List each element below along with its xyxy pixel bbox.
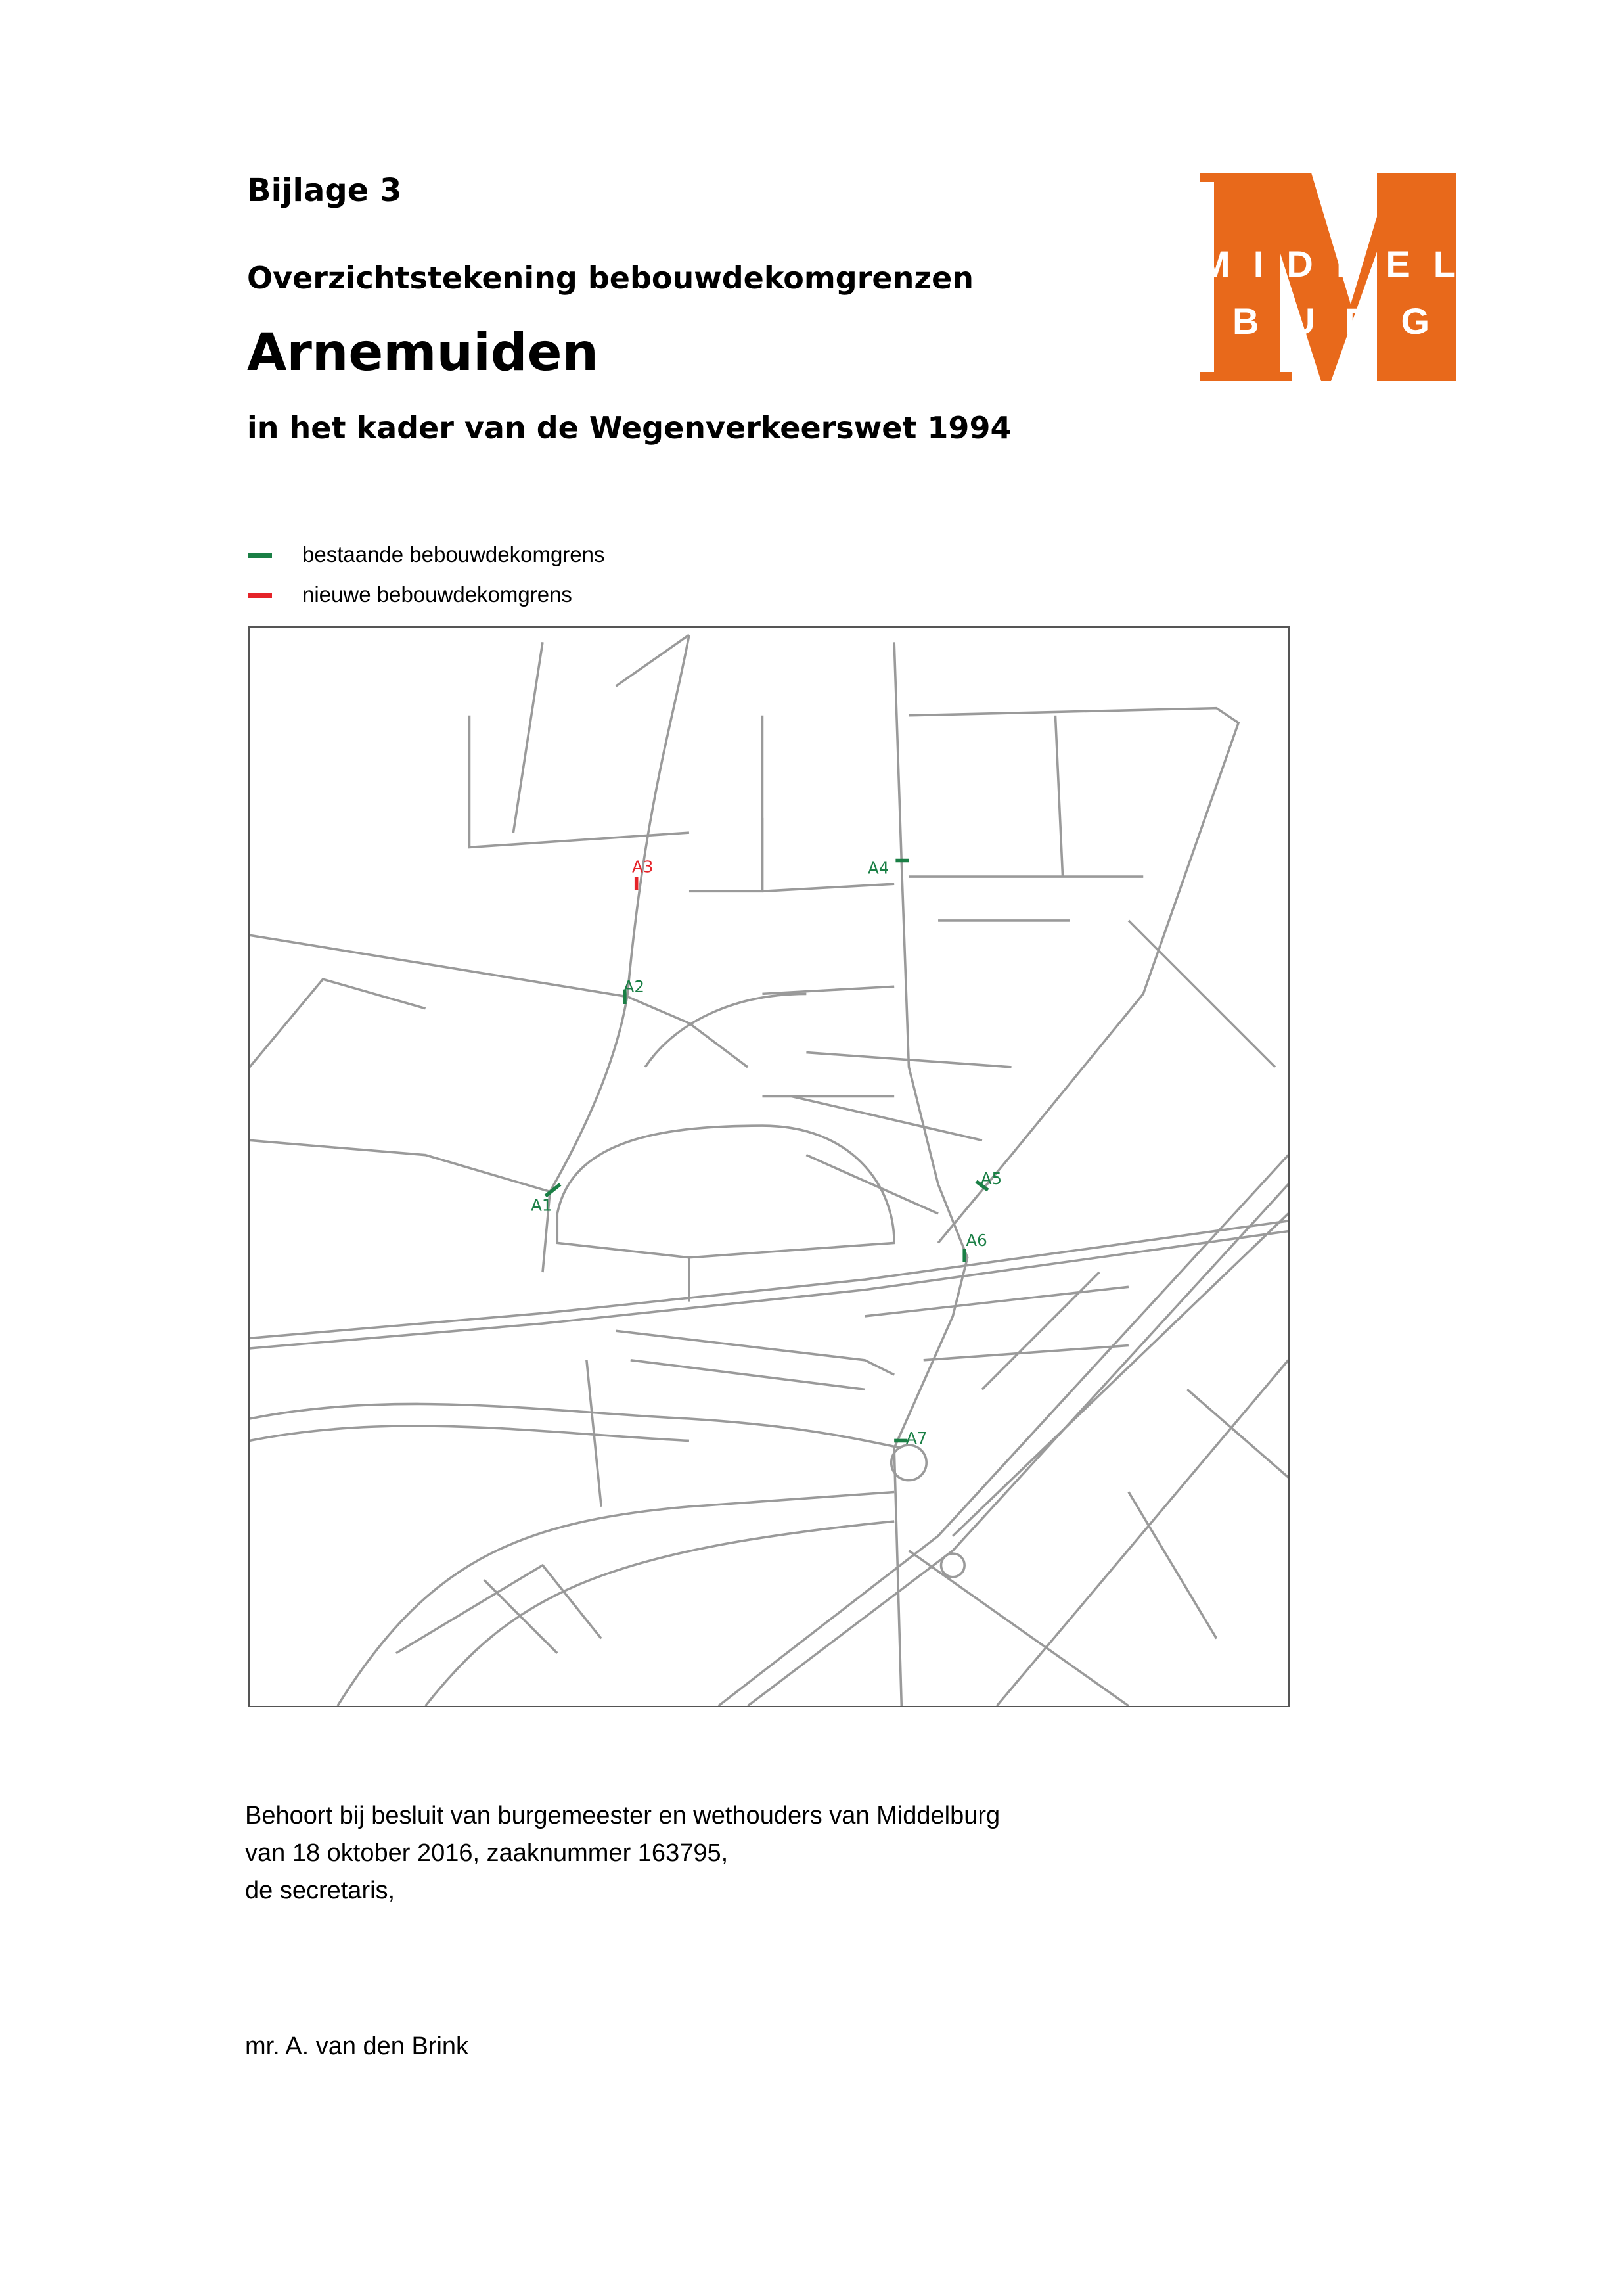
- marker-label-a3: A3: [632, 857, 654, 877]
- marker-label-a4: A4: [868, 858, 890, 878]
- annex-label: Bijlage 3: [247, 172, 402, 209]
- legal-context: in het kader van de Wegenverkeerswet 1994: [247, 410, 1012, 446]
- secretary-label: de secretaris,: [245, 1877, 395, 1904]
- arnemuiden-map: [248, 626, 1290, 1707]
- svg-text:M I D D E L: M I D D E L: [1200, 243, 1456, 285]
- middelburg-logo: [1200, 173, 1456, 381]
- marker-label-a5: A5: [980, 1169, 1002, 1189]
- marker-label-a2: A2: [623, 977, 645, 997]
- legend-swatch-existing: [248, 553, 272, 558]
- marker-label-a7: A7: [905, 1428, 928, 1448]
- signatory-name: mr. A. van den Brink: [245, 2032, 469, 2060]
- legend-label-existing: bestaande bebouwdekomgrens: [302, 542, 605, 566]
- decision-text-line-1: Behoort bij besluit van burgemeester en wethouders van Middelburg: [245, 1802, 1001, 1829]
- page-title: Arnemuiden: [247, 323, 599, 382]
- legend-swatch-new: [248, 593, 272, 598]
- legend-label-new: nieuwe bebouwdekomgrens: [302, 582, 572, 607]
- decision-text-line-2: van 18 oktober 2016, zaaknummer 163795,: [245, 1839, 729, 1867]
- svg-text:B U R G: B U R G: [1232, 300, 1430, 342]
- document-subtitle: Overzichtstekening bebouwdekomgrenzen: [247, 260, 974, 296]
- road-network: [250, 635, 1288, 1706]
- marker-label-a1: A1: [531, 1195, 552, 1215]
- marker-label-a6: A6: [966, 1230, 987, 1250]
